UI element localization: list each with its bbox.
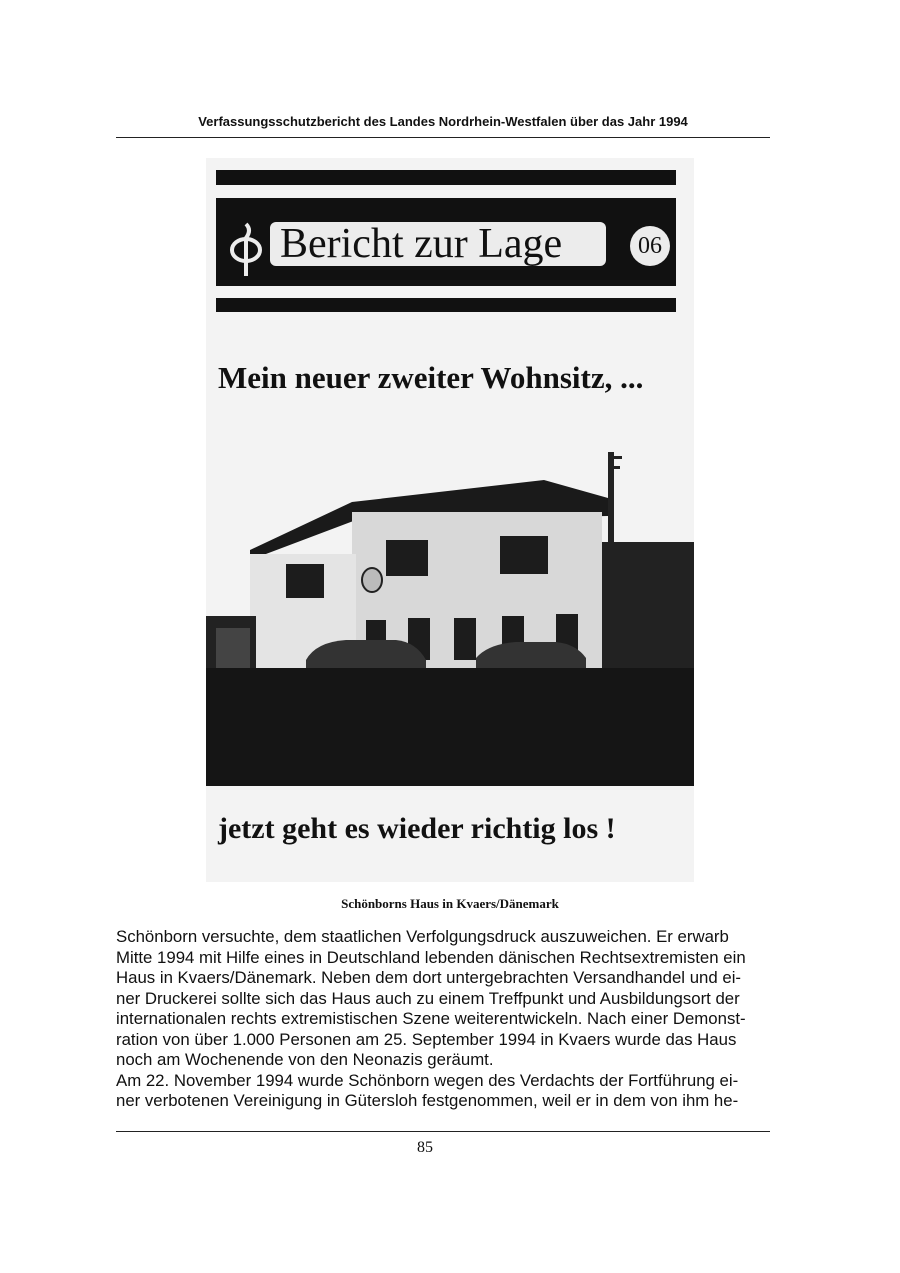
headline-bottom: jetzt geht es wieder richtig los ! xyxy=(218,812,616,845)
body-paragraph xyxy=(116,927,786,1112)
masthead-top-bar xyxy=(216,170,676,185)
masthead-bottom-bar xyxy=(216,298,676,312)
phi-logo-icon xyxy=(226,220,266,278)
body-line: Mitte 1994 mit Hilfe eines in Deutschland lebenden dänischen Rechtsextremisten ein xyxy=(116,947,746,967)
headline-top: Mein neuer zweiter Wohnsitz, ... xyxy=(218,360,644,395)
header-rule xyxy=(116,137,770,138)
footer-rule xyxy=(116,1131,770,1132)
body-line: ner verbotenen Vereinigung in Gütersloh festgenommen, weil er in dem von ihm he- xyxy=(116,1091,739,1110)
body-line: internationalen rechts extremistischen Szene weiterentwickeln. Nach einer Demonst- xyxy=(116,1009,746,1028)
body-line: Am 22. November 1994 wurde Schönborn wegen des Verdachts der Fortführung ei- xyxy=(116,1070,739,1090)
body-line: ner Druckerei sollte sich das Haus auch zu einem Treffpunkt und Ausbildungsort der xyxy=(116,988,740,1008)
issue-number: 06 xyxy=(630,226,670,266)
figure-caption: Schönborns Haus in Kvaers/Dänemark xyxy=(341,896,559,911)
body-line: noch am Wochenende von den Neonazis geräumt. xyxy=(116,1050,494,1069)
running-header: Verfassungsschutzbericht des Landes Nordrhein-Westfalen über das Jahr 1994 xyxy=(198,114,688,129)
body-line: Haus in Kvaers/Dänemark. Neben dem dort untergebrachten Versandhandel und ei- xyxy=(116,968,742,987)
body-line: ration von über 1.000 Personen am 25. September 1994 in Kvaers wurde das Haus xyxy=(116,1029,737,1049)
masthead-title: Bericht zur Lage xyxy=(280,221,563,267)
house-photo-icon xyxy=(206,446,694,786)
page-number: 85 xyxy=(417,1139,433,1156)
masthead-banner xyxy=(216,198,676,286)
body-line: Schönborn versuchte, dem staatlichen Verfolgungsdruck auszuweichen. Er erwarb xyxy=(116,927,729,946)
scanned-leaflet-figure xyxy=(206,158,694,882)
